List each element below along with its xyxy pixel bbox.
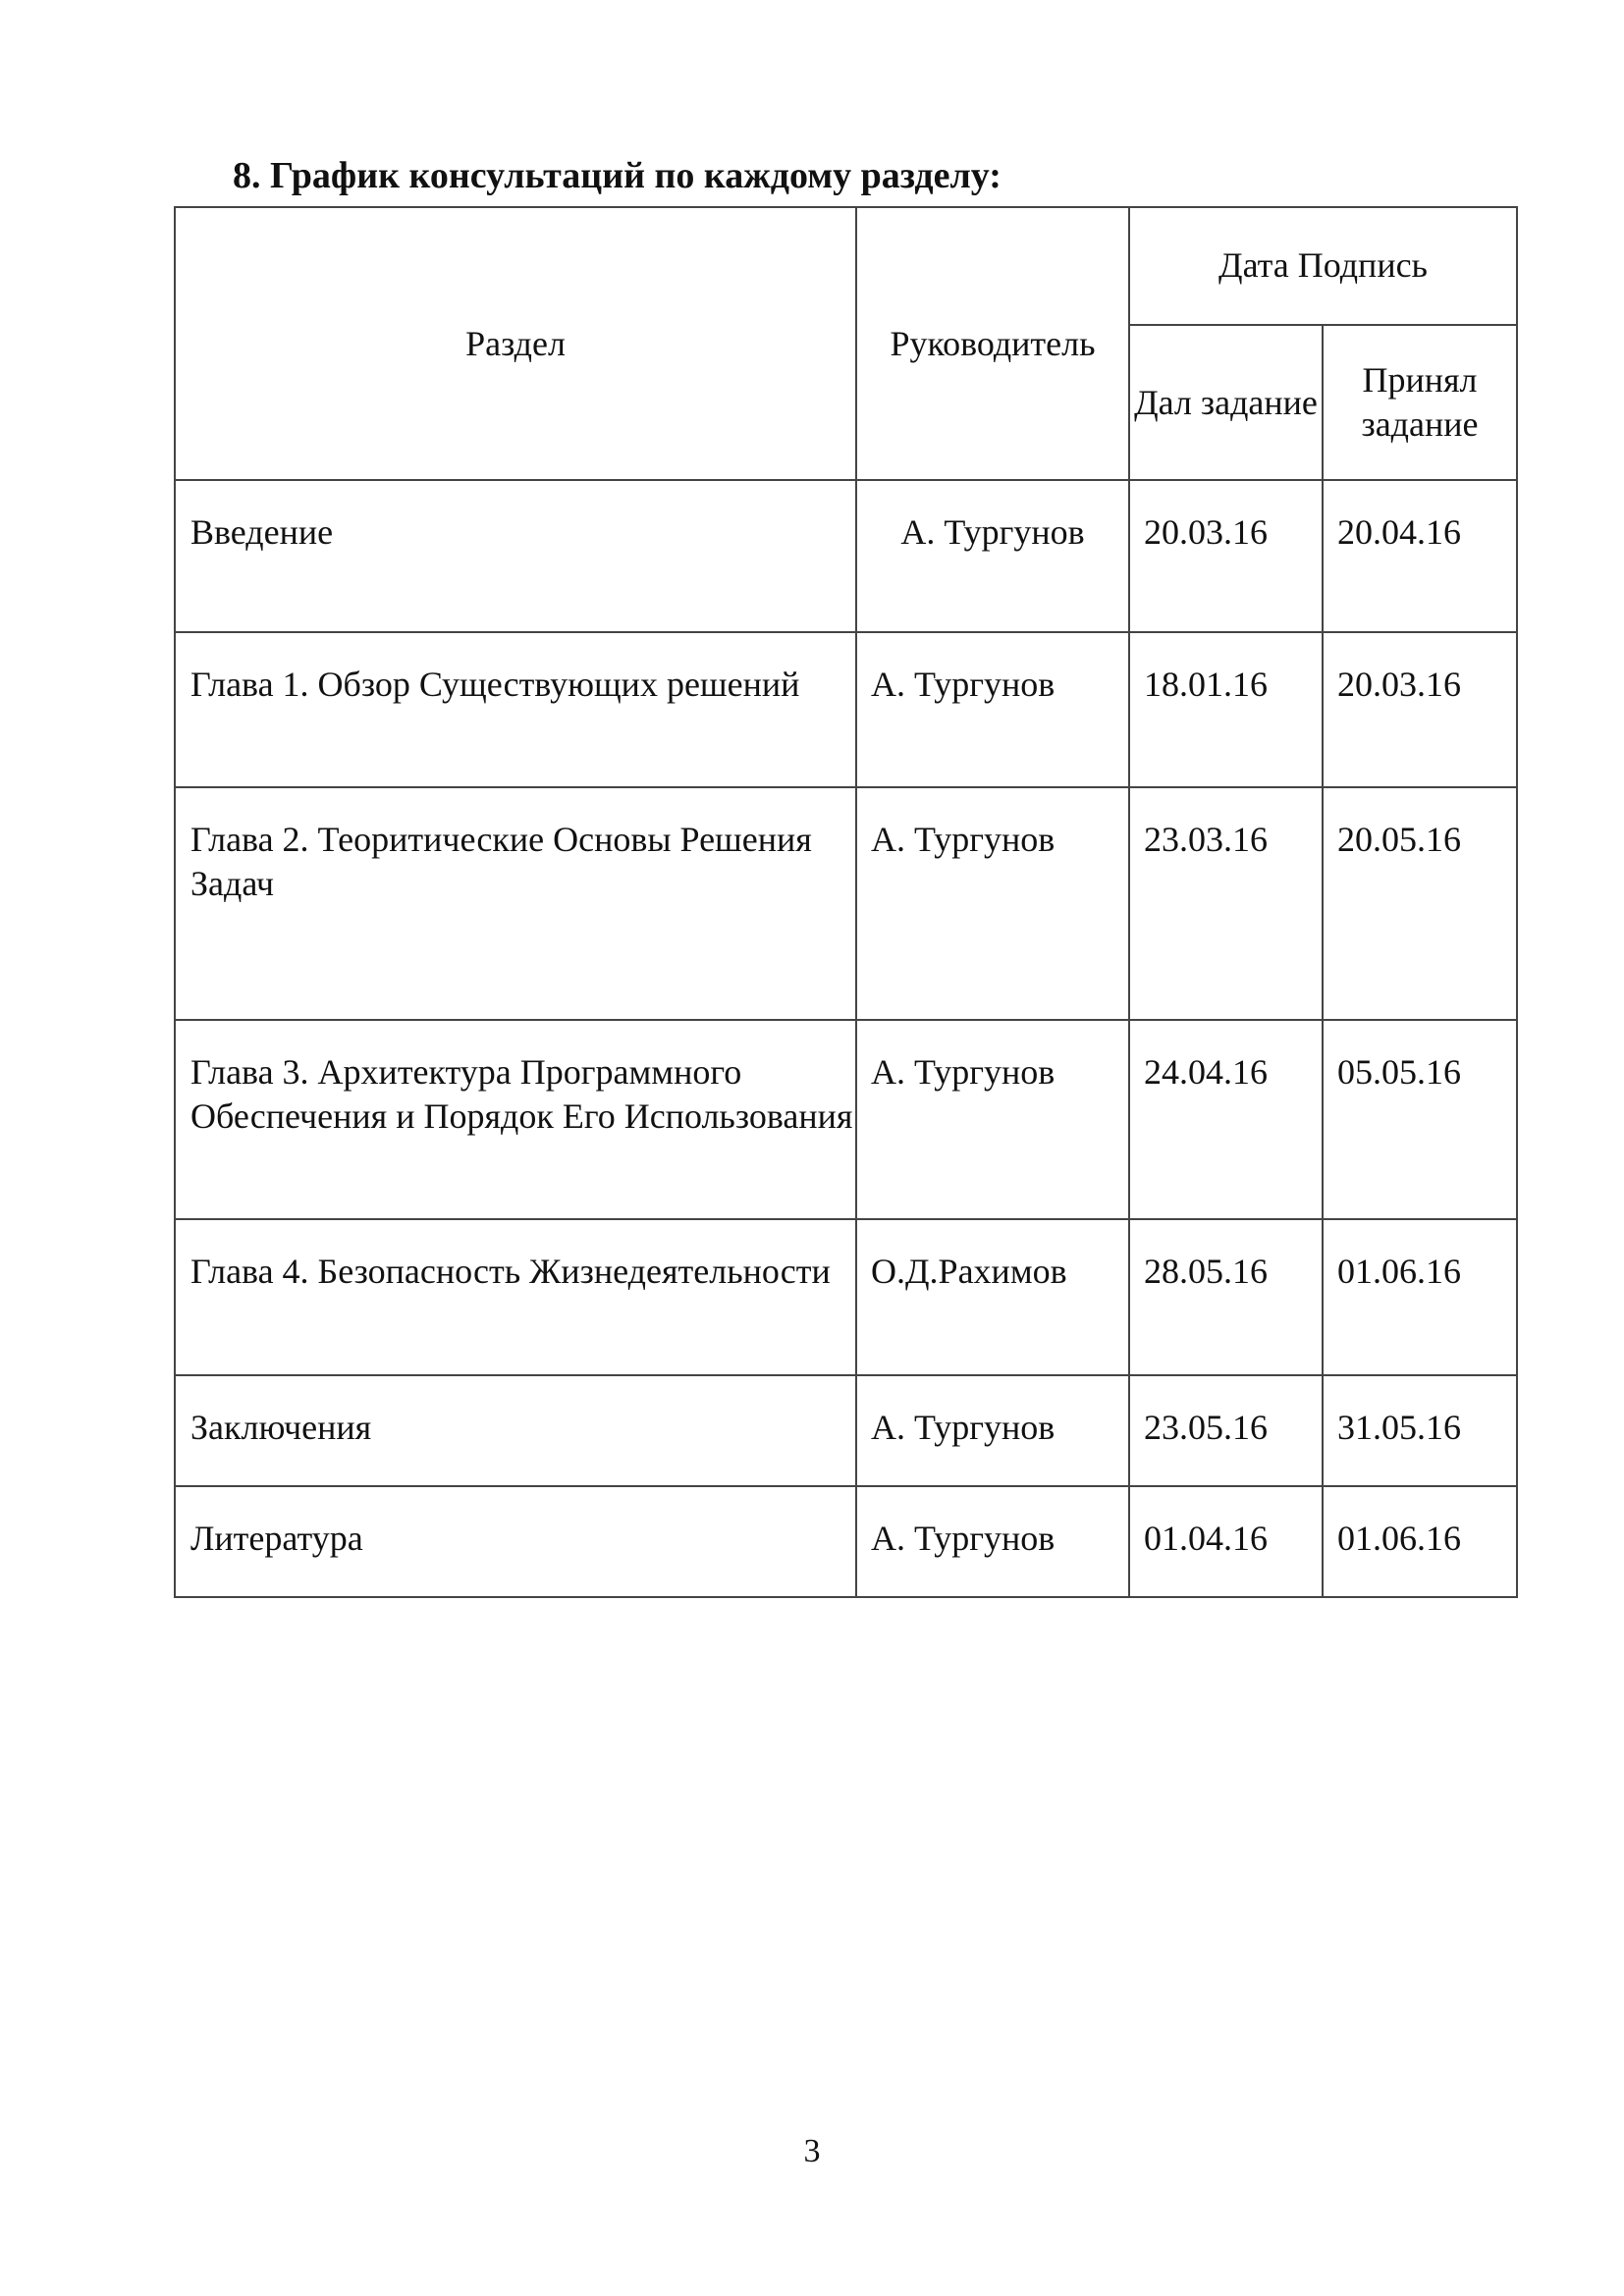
consultation-schedule-table xyxy=(174,206,1518,1598)
page-number: 3 xyxy=(803,2133,821,2169)
header-gave-task: Дал задание xyxy=(1129,325,1323,480)
row-accepted-date: 20.04.16 xyxy=(1323,480,1517,632)
row-section: Глава 3. Архитектура Программного Обеспечения и Порядок Его Использования xyxy=(175,1020,856,1219)
row-accepted-date: 01.06.16 xyxy=(1323,1486,1517,1597)
row-gave-date: 18.01.16 xyxy=(1129,632,1323,787)
row-section: Глава 2. Теоритические Основы Решения Задач xyxy=(175,787,856,1020)
row-gave-date: 23.05.16 xyxy=(1129,1375,1323,1486)
row-section: Глава 4. Безопасность Жизнедеятельности xyxy=(175,1219,856,1375)
row-leader: О.Д.Рахимов xyxy=(856,1219,1129,1375)
row-section: Заключения xyxy=(175,1375,856,1486)
table-row xyxy=(175,787,1517,1020)
row-gave-date: 01.04.16 xyxy=(1129,1486,1323,1597)
row-gave-date: 24.04.16 xyxy=(1129,1020,1323,1219)
row-gave-date: 28.05.16 xyxy=(1129,1219,1323,1375)
row-leader: А. Тургунов xyxy=(856,787,1129,1020)
row-accepted-date: 01.06.16 xyxy=(1323,1219,1517,1375)
table-row xyxy=(175,632,1517,787)
row-leader: А. Тургунов xyxy=(856,480,1129,632)
row-leader: А. Тургунов xyxy=(856,632,1129,787)
header-date-sign: Дата Подпись xyxy=(1129,207,1517,325)
header-section: Раздел xyxy=(175,207,856,480)
row-gave-date: 23.03.16 xyxy=(1129,787,1323,1020)
table-row xyxy=(175,1219,1517,1375)
header-leader: Руководитель xyxy=(856,207,1129,480)
row-leader: А. Тургунов xyxy=(856,1486,1129,1597)
row-accepted-date: 05.05.16 xyxy=(1323,1020,1517,1219)
row-accepted-date: 31.05.16 xyxy=(1323,1375,1517,1486)
row-accepted-date: 20.05.16 xyxy=(1323,787,1517,1020)
table-row xyxy=(175,1486,1517,1597)
row-leader: А. Тургунов xyxy=(856,1375,1129,1486)
header-accepted-task: Принял задание xyxy=(1323,325,1517,480)
page-heading: 8. График консультаций по каждому разделу: xyxy=(233,155,1001,196)
row-gave-date: 20.03.16 xyxy=(1129,480,1323,632)
row-accepted-date: 20.03.16 xyxy=(1323,632,1517,787)
table-row xyxy=(175,1375,1517,1486)
table-row xyxy=(175,1020,1517,1219)
row-section: Литература xyxy=(175,1486,856,1597)
row-section: Глава 1. Обзор Существующих решений xyxy=(175,632,856,787)
row-section: Введение xyxy=(175,480,856,632)
table-row xyxy=(175,480,1517,632)
row-leader: А. Тургунов xyxy=(856,1020,1129,1219)
